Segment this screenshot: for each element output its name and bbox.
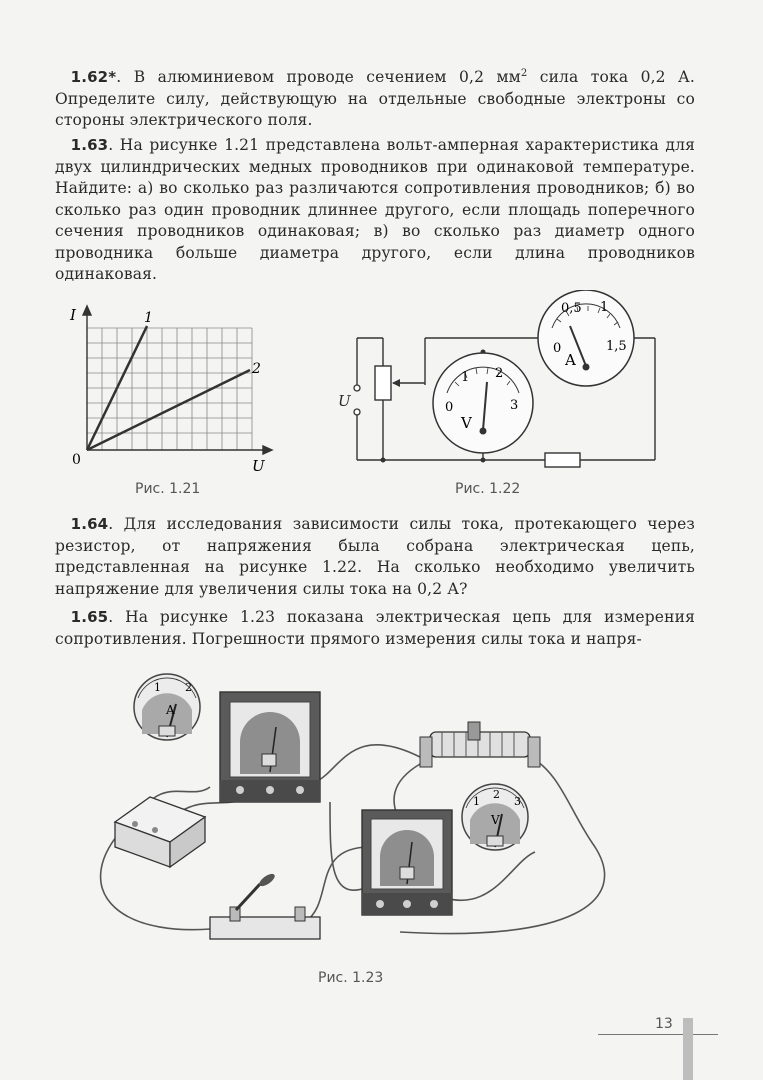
battery <box>115 797 205 867</box>
resistor <box>545 453 580 467</box>
page-number: 13 <box>655 1016 673 1032</box>
rheostat <box>375 366 391 400</box>
zoom-ammeter-letter: A <box>166 703 175 717</box>
ammeter-pivot <box>583 364 590 371</box>
axis-y-label: I <box>70 306 76 324</box>
voltage-source-label: U <box>338 392 351 410</box>
voltmeter-tick-3: 3 <box>510 398 519 413</box>
problem-number: 1.64 <box>70 515 109 533</box>
ammeter-tick-1: 1 <box>600 300 609 315</box>
zoom-voltmeter-tick-2: 2 <box>493 788 500 801</box>
problem-1-65: 1.65. На рисунке 1.23 показана электрическая цепь для измерения сопротивления. Погрешности прямого измерения силы тока и напря- <box>55 608 695 648</box>
page-edge-bar <box>683 1018 693 1080</box>
ammeter-tick-0: 0 <box>553 341 562 356</box>
rheostat-slider <box>392 379 400 387</box>
caption-fig-1-21: Рис. 1.21 <box>135 481 201 497</box>
figure-1-23-illustration <box>90 662 650 967</box>
ammeter-tick-15: 1,5 <box>606 339 627 354</box>
ammeter <box>538 290 634 386</box>
zoom-voltmeter-letter: V <box>491 813 500 827</box>
terminal-bottom <box>354 409 360 415</box>
problem-1-62: 1.62*. В алюминиевом проводе сечением 0,2 $мм^2$ сила тока 0,2 А. Определите силу, действующую на отдельные свободные электроны со стороны электрического поля. <box>55 68 696 130</box>
zoom-ammeter-tick-1: 1 <box>154 681 161 694</box>
line-2-label: 2 <box>252 361 261 377</box>
voltmeter-pivot <box>480 428 487 435</box>
axis-x-label: U <box>252 457 265 475</box>
problem-number: 1.65 <box>70 608 109 626</box>
origin-label: 0 <box>72 452 81 468</box>
voltmeter-device <box>362 810 452 915</box>
problem-1-63: 1.63. На рисунке 1.21 представлена вольт-амперная характеристика для двух цилиндрических медных проводников при одинаковой температуре. Найдите: а) во сколько раз различаются сопротивления проводников; б) во сколько раз один проводник длиннее другого, если площадь поперечного сечения проводников одинаковая; в) во сколько раз диаметр одного проводника больше диаметра другого, если длина проводников одинаковая. <box>55 136 695 283</box>
grid <box>87 328 252 450</box>
caption-fig-1-22: Рис. 1.22 <box>455 481 521 497</box>
voltmeter-letter: V <box>461 414 472 432</box>
voltmeter-tick-0: 0 <box>445 400 454 415</box>
x-axis-arrow <box>263 446 272 454</box>
problem-number: 1.63 <box>70 136 109 154</box>
zoom-voltmeter <box>462 784 528 850</box>
page-number-line <box>598 1034 718 1035</box>
ammeter-device <box>220 692 320 802</box>
terminal-top <box>354 385 360 391</box>
zoom-voltmeter-tick-1: 1 <box>473 795 480 808</box>
caption-fig-1-23: Рис. 1.23 <box>318 970 384 986</box>
problem-1-64: 1.64. Для исследования зависимости силы тока, протекающего через резистор, от напряжения была собрана электрическая цепь, представленная на рисунке 1.22. На сколько необходимо увеличить напряжение для увеличения силы тока на 0,2 А? <box>55 515 695 598</box>
zoom-ammeter-tick-2: 2 <box>185 681 192 694</box>
voltmeter-tick-2: 2 <box>495 366 504 381</box>
problem-number: 1.62 <box>70 68 109 87</box>
line-1-label: 1 <box>144 310 153 326</box>
voltmeter-tick-1: 1 <box>461 370 470 385</box>
figure-1-21-graph <box>60 298 280 478</box>
ammeter-tick-05: 0,5 <box>561 301 582 316</box>
zoom-voltmeter-tick-3: 3 <box>514 795 521 808</box>
rheostat-device <box>420 722 540 767</box>
ammeter-letter: A <box>565 351 576 369</box>
y-axis-arrow <box>83 306 91 315</box>
zoom-ammeter <box>134 674 200 740</box>
line-2 <box>87 370 250 450</box>
knife-switch <box>210 872 320 939</box>
figure-1-22-circuit <box>330 290 670 480</box>
